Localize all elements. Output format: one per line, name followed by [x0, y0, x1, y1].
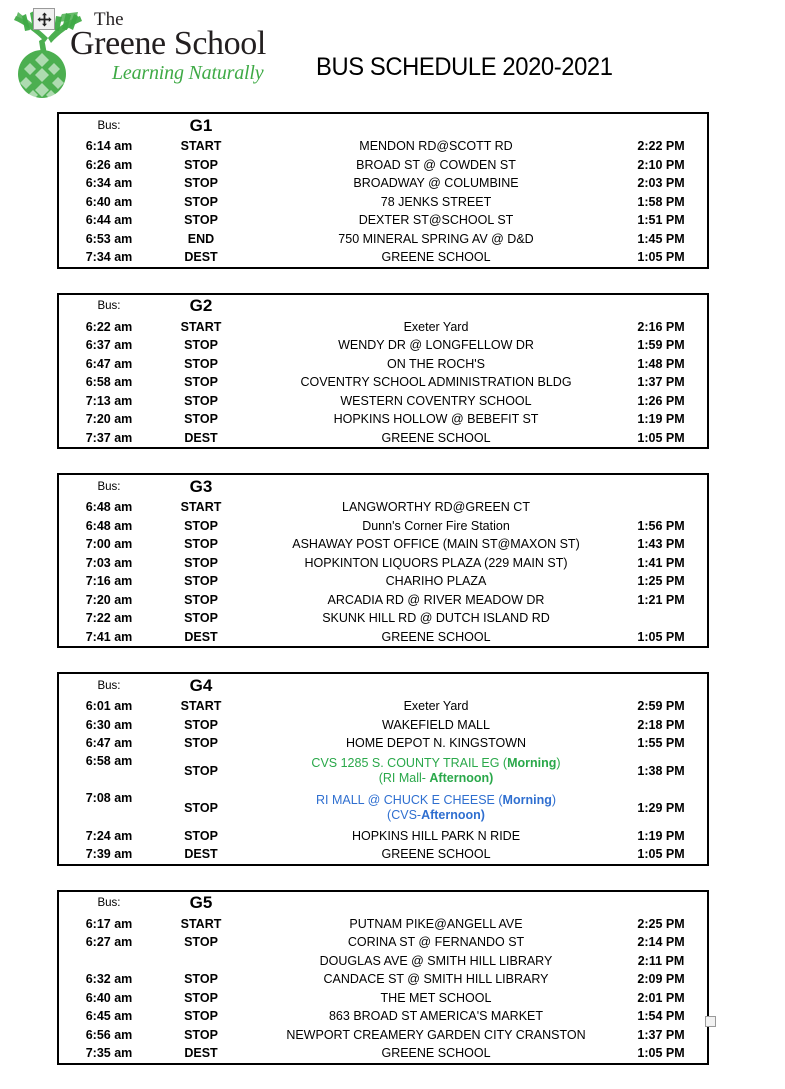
- table-row: [59, 845, 707, 864]
- stop-type-cell: START: [180, 139, 222, 154]
- stop-location-cell: ASHAWAY POST OFFICE (MAIN ST@MAXON ST): [292, 537, 580, 552]
- table-row: [59, 174, 707, 193]
- am-time-cell: 7:41 am: [85, 629, 133, 644]
- stop-location-cell: DEXTER ST@SCHOOL ST: [358, 213, 514, 228]
- stop-location-cell: 78 JENKS STREET: [380, 194, 492, 209]
- bus-schedule-table: [57, 293, 709, 450]
- am-time-cell: 7:24 am: [85, 828, 133, 843]
- pm-time-cell: 1:37 PM: [637, 375, 685, 390]
- pm-time-cell: 1:38 PM: [637, 764, 685, 778]
- stop-type-cell: STOP: [184, 338, 218, 353]
- pm-time-cell: 1:05 PM: [637, 629, 685, 644]
- am-time-cell: 6:56 am: [85, 1027, 133, 1042]
- bus-schedule-table: [57, 672, 709, 866]
- pm-time-cell: 2:59 PM: [637, 699, 685, 714]
- stop-type-cell: STOP: [184, 356, 218, 371]
- table-row: [59, 827, 707, 846]
- am-time-cell: 6:32 am: [85, 972, 133, 987]
- stop-location-cell: ON THE ROCH'S: [387, 356, 485, 371]
- table-row: [59, 1044, 707, 1063]
- stop-location-cell: CANDACE ST @ SMITH HILL LIBRARY: [323, 972, 549, 987]
- table-row: [59, 137, 707, 156]
- stop-type-cell: START: [180, 319, 222, 334]
- stop-location-cell: 863 BROAD ST AMERICA'S MARKET: [328, 1009, 544, 1024]
- table-row: [59, 790, 707, 827]
- am-time-cell: 7:39 am: [85, 847, 133, 862]
- stop-location-cell: GREENE SCHOOL: [381, 250, 491, 265]
- stop-location-cell: ARCADIA RD @ RIVER MEADOW DR: [327, 592, 545, 607]
- am-time-cell: 6:01 am: [85, 699, 133, 714]
- table-row: [59, 572, 707, 591]
- pm-time-cell: 2:16 PM: [637, 319, 685, 334]
- stop-type-cell: STOP: [184, 801, 218, 815]
- stop-location-cell: CHARIHO PLAZA: [385, 574, 487, 589]
- stop-location-cell: Dunn's Corner Fire Station: [362, 518, 510, 533]
- bus-schedule-tables: [57, 112, 709, 1089]
- bus-id: G3: [189, 476, 213, 496]
- stop-type-cell: DEST: [184, 250, 218, 265]
- stop-location-cell: MENDON RD@SCOTT RD: [359, 139, 513, 154]
- table-row: [59, 970, 707, 989]
- am-time-cell: 7:34 am: [85, 250, 133, 265]
- stop-location-cell: HOPKINS HILL PARK N RIDE: [351, 828, 521, 843]
- am-time-cell: 6:45 am: [85, 1009, 133, 1024]
- page-title: BUS SCHEDULE 2020-2021: [316, 53, 613, 81]
- stop-type-cell: START: [180, 500, 222, 515]
- bus-label: Bus:: [97, 300, 121, 312]
- table-row: [59, 952, 707, 971]
- table-row: [59, 355, 707, 374]
- am-time-cell: 7:03 am: [85, 555, 133, 570]
- table-row: [59, 1026, 707, 1045]
- stop-location-line: (CVS-Afternoon): [387, 808, 485, 822]
- table-row: [59, 591, 707, 610]
- pm-time-cell: 1:19 PM: [637, 412, 685, 427]
- am-time-cell: 6:14 am: [85, 139, 133, 154]
- move-arrows-icon: [37, 12, 52, 27]
- bus-label: Bus:: [97, 480, 121, 493]
- am-time-cell: 6:44 am: [85, 213, 133, 228]
- table-row: [59, 716, 707, 735]
- stop-type-cell: STOP: [184, 611, 218, 626]
- stop-type-cell: STOP: [184, 1027, 218, 1042]
- table-row: [59, 609, 707, 628]
- stop-location-cell: HOPKINTON LIQUORS PLAZA (229 MAIN ST): [304, 555, 568, 570]
- stop-type-cell: STOP: [184, 375, 218, 390]
- stop-location-cell: HOME DEPOT N. KINGSTOWN: [345, 736, 527, 751]
- logo-line-name: Greene School: [70, 25, 266, 62]
- am-time-cell: 6:26 am: [85, 157, 133, 172]
- pm-time-cell: 1:51 PM: [637, 213, 685, 228]
- stop-type-cell: DEST: [184, 847, 218, 862]
- stop-type-cell: STOP: [184, 972, 218, 987]
- pm-time-cell: 1:05 PM: [637, 250, 685, 265]
- stop-location-cell: WENDY DR @ LONGFELLOW DR: [338, 338, 534, 353]
- move-handle-icon[interactable]: [33, 8, 55, 30]
- table-row: [59, 193, 707, 212]
- am-time-cell: 6:37 am: [85, 338, 133, 353]
- stop-location-cell: WESTERN COVENTRY SCHOOL: [340, 393, 532, 408]
- table-row: [59, 429, 707, 448]
- stop-type-cell: STOP: [184, 194, 218, 209]
- document-header: [0, 0, 785, 105]
- stop-type-cell: STOP: [184, 736, 218, 751]
- stop-type-cell: STOP: [184, 555, 218, 570]
- table-row: [59, 933, 707, 952]
- am-time-cell: 6:34 am: [85, 176, 133, 191]
- pm-time-cell: 2:14 PM: [637, 935, 685, 950]
- stop-type-cell: STOP: [184, 574, 218, 589]
- stop-location-cell: Exeter Yard: [403, 319, 469, 334]
- table-row: [59, 230, 707, 249]
- stop-location-cell: HOPKINS HOLLOW @ BEBEFIT ST: [333, 412, 539, 427]
- stop-location-cell: [251, 790, 621, 827]
- table-header-row: [59, 892, 707, 915]
- table-row: [59, 410, 707, 429]
- am-time-cell: 6:47 am: [85, 736, 133, 751]
- bus-schedule-table: [57, 890, 709, 1065]
- pm-time-cell: 2:01 PM: [637, 990, 685, 1005]
- pm-time-cell: 1:29 PM: [637, 801, 685, 815]
- stop-type-cell: STOP: [184, 393, 218, 408]
- pm-time-cell: 1:59 PM: [637, 338, 685, 353]
- stop-location-cell: COVENTRY SCHOOL ADMINISTRATION BLDG: [300, 375, 572, 390]
- am-time-cell: 7:13 am: [85, 393, 133, 408]
- stop-location-line: (RI Mall- Afternoon): [378, 771, 494, 785]
- stop-type-cell: STOP: [184, 1009, 218, 1024]
- pm-time-cell: 2:03 PM: [637, 176, 685, 191]
- bus-id: G1: [189, 115, 213, 135]
- am-time-cell: 7:35 am: [85, 1046, 133, 1061]
- pm-time-cell: 2:09 PM: [637, 972, 685, 987]
- bus-label: Bus:: [97, 119, 121, 132]
- table-row: [59, 498, 707, 517]
- stop-type-cell: STOP: [184, 412, 218, 427]
- pm-time-cell: 1:45 PM: [637, 231, 685, 246]
- stop-type-cell: STOP: [184, 828, 218, 843]
- table-row: [59, 915, 707, 934]
- pm-time-cell: 2:22 PM: [637, 139, 685, 154]
- table-row: [59, 628, 707, 647]
- table-header-row: [59, 475, 707, 498]
- am-time-cell: 6:47 am: [85, 356, 133, 371]
- bus-schedule-table: [57, 473, 709, 648]
- stop-type-cell: DEST: [184, 1046, 218, 1061]
- am-time-cell: 6:48 am: [85, 518, 133, 533]
- image-resize-handle[interactable]: [705, 1016, 716, 1027]
- stop-location-line: RI MALL @ CHUCK E CHEESE (Morning): [315, 792, 557, 807]
- stop-location-cell: GREENE SCHOOL: [381, 629, 491, 644]
- stop-location-cell: GREENE SCHOOL: [381, 430, 491, 445]
- table-header-row: [59, 674, 707, 697]
- table-row: [59, 373, 707, 392]
- pm-time-cell: 1:05 PM: [637, 1046, 685, 1061]
- stop-type-cell: DEST: [184, 629, 218, 644]
- table-row: [59, 156, 707, 175]
- am-time-cell: 7:16 am: [85, 574, 133, 589]
- stop-location-cell: BROAD ST @ COWDEN ST: [356, 157, 516, 172]
- table-row: [59, 211, 707, 230]
- am-time-cell: 7:00 am: [85, 537, 133, 552]
- stop-type-cell: STOP: [184, 935, 218, 950]
- table-row: [59, 392, 707, 411]
- stop-type-cell: STOP: [184, 176, 218, 191]
- am-time-cell: 7:22 am: [85, 611, 133, 626]
- pm-time-cell: 1:43 PM: [637, 537, 685, 552]
- pm-time-cell: 1:19 PM: [637, 828, 685, 843]
- stop-location-cell: [251, 753, 621, 790]
- stop-location-cell: GREENE SCHOOL: [381, 1046, 491, 1061]
- pm-time-cell: 1:37 PM: [637, 1027, 685, 1042]
- table-row: [59, 1007, 707, 1026]
- stop-location-cell: PUTNAM PIKE@ANGELL AVE: [349, 916, 523, 931]
- stop-location-cell: GREENE SCHOOL: [381, 847, 491, 862]
- stop-location-cell: NEWPORT CREAMERY GARDEN CITY CRANSTON: [286, 1027, 586, 1042]
- am-time-cell: 7:08 am: [85, 790, 133, 805]
- pm-time-cell: 1:41 PM: [637, 555, 685, 570]
- pm-time-cell: 1:56 PM: [637, 518, 685, 533]
- stop-location-cell: BROADWAY @ COLUMBINE: [353, 176, 519, 191]
- stop-type-cell: STOP: [184, 518, 218, 533]
- table-row: [59, 517, 707, 536]
- school-logo: [8, 4, 283, 102]
- am-time-cell: 6:30 am: [85, 717, 133, 732]
- pm-time-cell: 1:21 PM: [637, 592, 685, 607]
- pm-time-cell: 1:58 PM: [637, 194, 685, 209]
- table-row: [59, 753, 707, 790]
- am-time-cell: 6:58 am: [85, 375, 133, 390]
- bus-label: Bus:: [97, 679, 121, 692]
- am-time-cell: 7:20 am: [85, 592, 133, 607]
- am-time-cell: 6:53 am: [85, 231, 133, 246]
- stop-location-line: CVS 1285 S. COUNTY TRAIL EG (Morning): [311, 755, 561, 770]
- pm-time-cell: 1:54 PM: [637, 1009, 685, 1024]
- pm-time-cell: 1:26 PM: [637, 393, 685, 408]
- stop-type-cell: STOP: [184, 213, 218, 228]
- stop-type-cell: STOP: [184, 157, 218, 172]
- am-time-cell: 6:17 am: [85, 916, 133, 931]
- stop-type-cell: STOP: [184, 764, 218, 778]
- stop-location-cell: SKUNK HILL RD @ DUTCH ISLAND RD: [322, 611, 550, 626]
- stop-type-cell: STOP: [184, 537, 218, 552]
- stop-type-cell: STOP: [184, 990, 218, 1005]
- am-time-cell: 6:27 am: [85, 935, 133, 950]
- stop-type-cell: START: [180, 699, 222, 714]
- stop-type-cell: DEST: [184, 430, 218, 445]
- stop-type-cell: STOP: [184, 592, 218, 607]
- table-row: [59, 318, 707, 337]
- bus-id: G5: [189, 893, 213, 912]
- table-row: [59, 554, 707, 573]
- am-time-cell: 6:22 am: [85, 319, 133, 334]
- pm-time-cell: 1:05 PM: [637, 847, 685, 862]
- stop-location-cell: THE MET SCHOOL: [380, 990, 492, 1005]
- am-time-cell: 7:37 am: [85, 430, 133, 445]
- stop-type-cell: END: [187, 231, 215, 246]
- stop-location-cell: Exeter Yard: [403, 699, 469, 714]
- pm-time-cell: 1:55 PM: [637, 736, 685, 751]
- table-row: [59, 989, 707, 1008]
- pm-time-cell: 1:05 PM: [637, 430, 685, 445]
- pm-time-cell: 2:25 PM: [637, 916, 685, 931]
- logo-tagline: Learning Naturally: [112, 61, 264, 84]
- table-row: [59, 535, 707, 554]
- logo-line-the: The: [94, 9, 124, 30]
- am-time-cell: 6:40 am: [85, 194, 133, 209]
- stop-location-cell: WAKEFIELD MALL: [382, 717, 490, 732]
- stop-location-cell: LANGWORTHY RD@GREEN CT: [342, 500, 530, 515]
- table-header-row: [59, 114, 707, 137]
- table-row: [59, 248, 707, 267]
- table-row: [59, 734, 707, 753]
- pm-time-cell: 2:18 PM: [637, 717, 685, 732]
- pm-time-cell: 2:11 PM: [637, 953, 685, 968]
- bus-label: Bus:: [97, 897, 121, 909]
- am-time-cell: 6:48 am: [85, 500, 133, 515]
- bus-id: G4: [189, 675, 213, 695]
- am-time-cell: 6:40 am: [85, 990, 133, 1005]
- pm-time-cell: 1:48 PM: [637, 356, 685, 371]
- am-time-cell: 7:20 am: [85, 412, 133, 427]
- stop-location-cell: CORINA ST @ FERNANDO ST: [347, 935, 525, 950]
- am-time-cell: 6:58 am: [85, 753, 133, 768]
- bus-schedule-table: [57, 112, 709, 269]
- pm-time-cell: 2:10 PM: [637, 157, 685, 172]
- table-row: [59, 336, 707, 355]
- stop-location-cell: 750 MINERAL SPRING AV @ D&D: [338, 231, 534, 246]
- school-logo-wordmark: [70, 10, 285, 83]
- table-header-row: [59, 295, 707, 318]
- bus-id: G2: [189, 296, 213, 315]
- stop-type-cell: START: [180, 916, 222, 931]
- table-row: [59, 697, 707, 716]
- stop-location-cell: DOUGLAS AVE @ SMITH HILL LIBRARY: [319, 953, 553, 968]
- stop-type-cell: STOP: [184, 717, 218, 732]
- pm-time-cell: 1:25 PM: [637, 574, 685, 589]
